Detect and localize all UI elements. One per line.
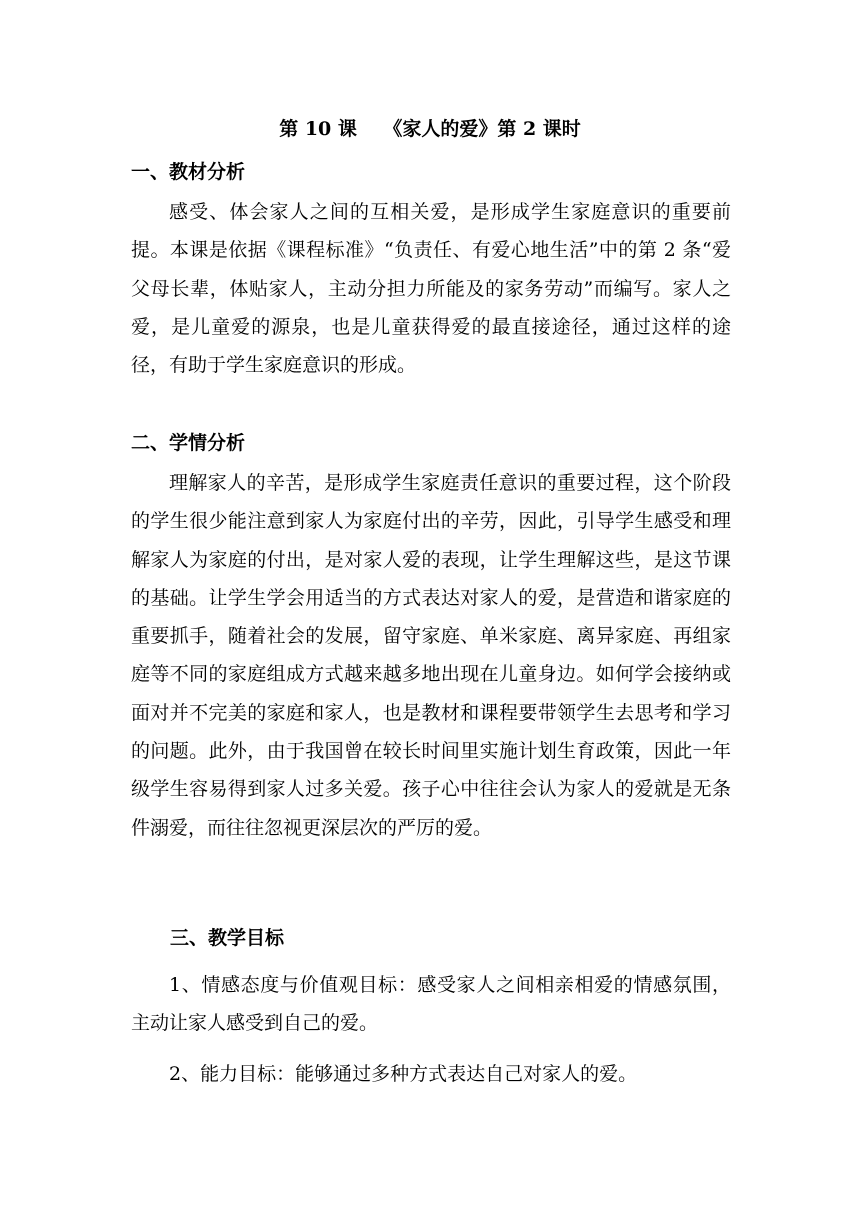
section-heading-student-analysis: 二、学情分析 bbox=[131, 432, 246, 454]
paragraph-goal-ability: 2、能力目标：能够通过多种方式表达自己对家人的爱。 bbox=[169, 1063, 638, 1085]
paragraph-textbook-analysis: 感受、体会家人之间的互相关爱，是形成学生家庭意识的重要前提。本课是依据《课程标准》“负责任、有爱心地生活”中的第 2 条“爱父母长辈，体贴家人，主动分担力所能及的家务劳动”而编写。家人之爱，是儿童爱的源泉，也是儿童获得爱的最直接途径，通过这样的途径，有助于学生家庭意识的形成。 bbox=[131, 201, 731, 377]
paragraph-student-analysis: 理解家人的辛苦，是形成学生家庭责任意识的重要过程，这个阶段的学生很少能注意到家人为家庭付出的辛劳，因此，引导学生感受和理解家人为家庭的付出，是对家人爱的表现，让学生理解这些，是这节课的基础。让学生学会用适当的方式表达对家人的爱，是营造和谐家庭的重要抓手，随着社会的发展，留守家庭、单米家庭、离异家庭、再组家庭等不同的家庭组成方式越来越多地出现在儿童身边。如何学会接纳或面对并不完美的家庭和家人，也是教材和课程要带领学生去思考和学习的问题。此外，由于我国曾在较长时间里实施计划生育政策，因此一年级学生容易得到家人过多关爱。孩子心中往往会认为家人的爱就是无条件溺爱，而往往忽视更深层次的严厉的爱。 bbox=[131, 472, 731, 839]
section-heading-textbook-analysis: 一、教材分析 bbox=[131, 161, 246, 183]
document-title: 第 10 课 《家人的爱》第 2 课时 bbox=[279, 118, 581, 140]
paragraph-goal-emotion: 1、情感态度与价值观目标：感受家人之间相亲相爱的情感氛围，主动让家人感受到自己的爱。 bbox=[131, 974, 731, 1035]
section-heading-teaching-goals: 三、教学目标 bbox=[170, 927, 285, 949]
